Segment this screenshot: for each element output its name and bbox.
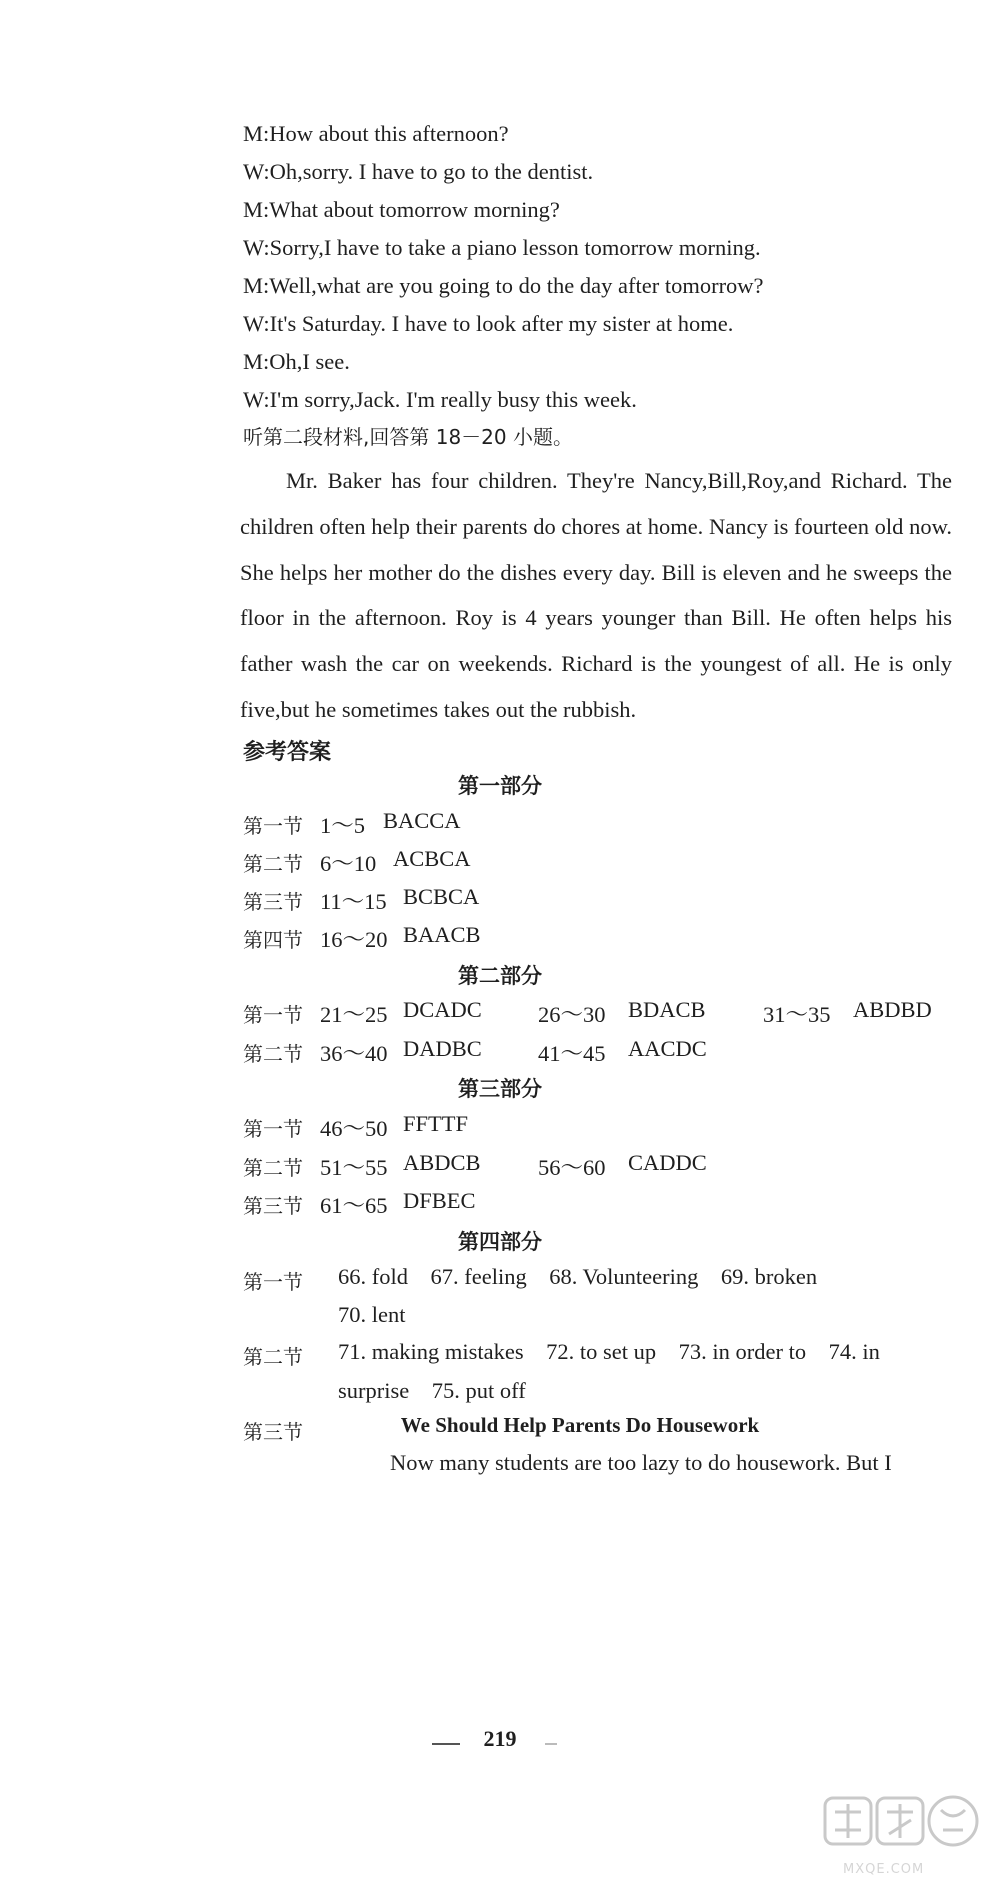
- answer-key: DADBC: [403, 1036, 482, 1061]
- section-label: 第一节: [243, 1270, 303, 1294]
- question-range: 36～40: [320, 1041, 388, 1066]
- section-label: 第一节: [243, 1117, 303, 1141]
- section-label: 第三节: [243, 890, 303, 914]
- question-range: 51～55: [320, 1155, 388, 1180]
- section-label: 第二节: [243, 852, 303, 876]
- answer-key: BAACB: [403, 922, 481, 947]
- dialogue-line: W:It's Saturday. I have to look after my sister at home.: [243, 311, 734, 336]
- dialogue-line: M:How about this afternoon?: [243, 121, 509, 146]
- question-range: 56～60: [538, 1155, 606, 1180]
- answer-key: FFTTF: [403, 1111, 469, 1136]
- listening-instruction: 听第二段材料,回答第 18－20 小题。: [243, 425, 573, 449]
- answer-key: ACBCA: [393, 846, 471, 871]
- page-number: 219: [483, 1726, 517, 1751]
- question-range: 16～20: [320, 927, 388, 952]
- part-title: 第三部分: [458, 1077, 542, 1101]
- dialogue-line: M:Well,what are you going to do the day after tomorrow?: [243, 273, 764, 298]
- watermark-logo: [765, 1790, 995, 1880]
- dialogue-line: W:Oh,sorry. I have to go to the dentist.: [243, 159, 594, 184]
- answer-key: DFBEC: [403, 1188, 476, 1213]
- essay-first-line: Now many students are too lazy to do housework. But I: [390, 1450, 892, 1475]
- question-range: 31～35: [763, 1002, 831, 1027]
- answer-key: CADDC: [628, 1150, 707, 1175]
- answers-heading: 参考答案: [243, 740, 332, 765]
- question-range: 26～30: [538, 1002, 606, 1027]
- watermark-text: MXQE.COM: [843, 1862, 925, 1877]
- section-label: 第二节: [243, 1042, 303, 1066]
- question-range: 41～45: [538, 1041, 606, 1066]
- answer-key: DCADC: [403, 997, 482, 1022]
- answer-key: AACDC: [628, 1036, 707, 1061]
- section-label: 第二节: [243, 1156, 303, 1180]
- answer-line: 71. making mistakes 72. to set up 73. in order to 74. in: [338, 1339, 880, 1364]
- section-label: 第四节: [243, 928, 303, 952]
- answer-key: BCBCA: [403, 884, 480, 909]
- question-range: 1～5: [320, 813, 366, 838]
- section-label: 第三节: [243, 1194, 303, 1218]
- part-title: 第一部分: [458, 774, 542, 798]
- section-label: 第一节: [243, 814, 303, 838]
- dialogue-line: W:Sorry,I have to take a piano lesson tomorrow morning.: [243, 235, 761, 260]
- answer-line: 70. lent: [338, 1302, 406, 1327]
- section-label: 第二节: [243, 1345, 303, 1369]
- dialogue-line: M:Oh,I see.: [243, 349, 350, 374]
- question-range: 11～15: [320, 889, 387, 914]
- answer-key: ABDCB: [403, 1150, 481, 1175]
- dialogue-line: M:What about tomorrow morning?: [243, 197, 560, 222]
- question-range: 6～10: [320, 851, 377, 876]
- answer-line: 66. fold 67. feeling 68. Volunteering 69. broken: [338, 1264, 818, 1289]
- listening-passage: Mr. Baker has four children. They're Nancy,Bill,Roy,and Richard. The children often help their parents do chores at home. Nancy is fourteen old now. She helps her mother do the dishes every day. Bill is eleven and he sweeps the floor in the afternoon. Roy is 4 years younger than Bill. He often helps his father wash the car on weekends. Richard is the youngest of all. He is only five,but he sometimes takes out the rubbish.: [240, 468, 952, 722]
- essay-title: We Should Help Parents Do Housework: [400, 1413, 760, 1437]
- question-range: 61～65: [320, 1193, 388, 1218]
- answer-line: surprise 75. put off: [338, 1378, 526, 1403]
- question-range: 46～50: [320, 1116, 388, 1141]
- question-range: 21～25: [320, 1002, 388, 1027]
- answer-key: BDACB: [628, 997, 706, 1022]
- section-label: 第三节: [243, 1420, 303, 1444]
- section-label: 第一节: [243, 1003, 303, 1027]
- answer-key: BACCA: [383, 808, 461, 833]
- part-title: 第四部分: [458, 1230, 542, 1254]
- page-number-dash: [545, 1743, 557, 1745]
- answer-key: ABDBD: [853, 997, 932, 1022]
- part-title: 第二部分: [458, 964, 542, 988]
- dialogue-line: W:I'm sorry,Jack. I'm really busy this week.: [243, 387, 637, 412]
